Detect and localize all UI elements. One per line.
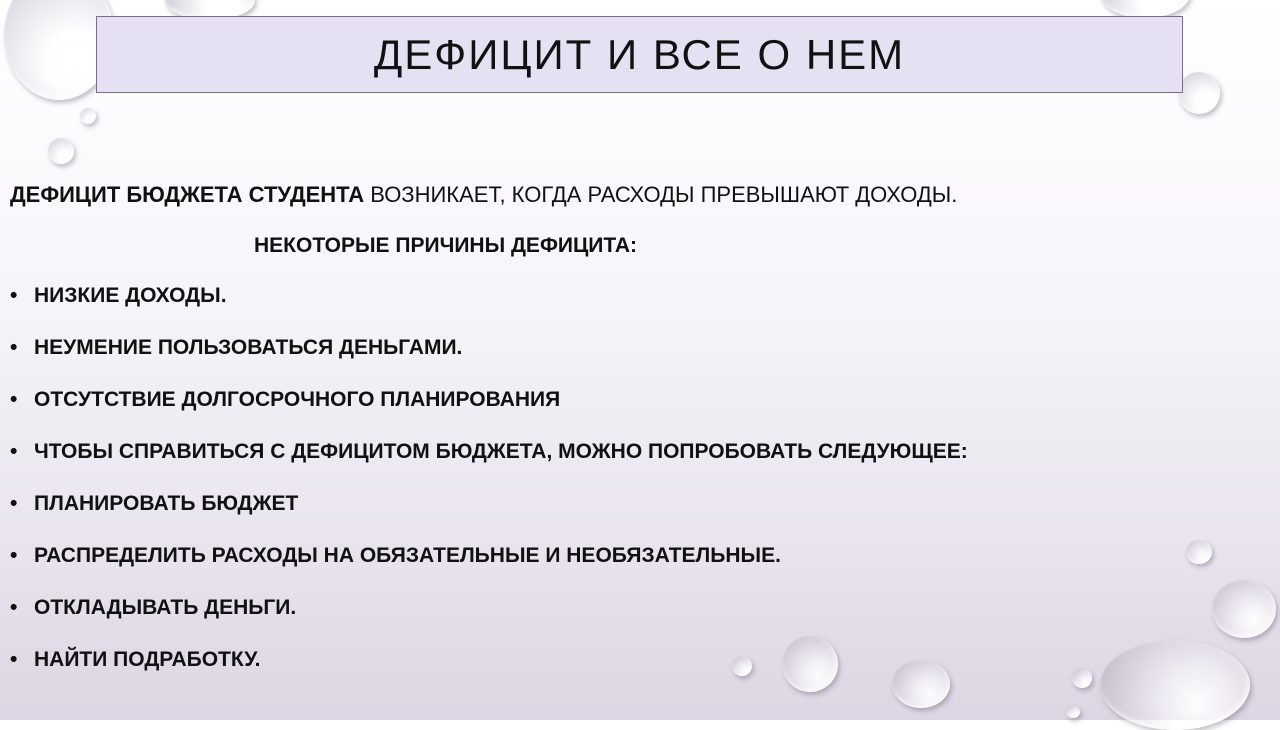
bullet-icon: •	[10, 492, 18, 515]
water-drop-decoration	[1100, 640, 1250, 730]
bullet-icon: •	[10, 336, 18, 359]
slide-title: ДЕФИЦИТ И ВСЕ О НЕМ	[373, 30, 906, 78]
bullet-icon: •	[10, 440, 18, 463]
list-item-text: ОТКЛАДЫВАТЬ ДЕНЬГИ.	[34, 596, 297, 619]
title-banner	[96, 16, 1183, 93]
bullet-icon: •	[10, 388, 18, 411]
intro-term: ДЕФИЦИТ БЮДЖЕТА СТУДЕНТА	[10, 182, 365, 207]
bullet-icon: •	[10, 284, 18, 307]
list-item	[10, 284, 968, 336]
list-item-text: НИЗКИЕ ДОХОДЫ.	[34, 284, 227, 307]
water-drop-decoration	[1072, 668, 1092, 688]
list-item-text: НЕУМЕНИЕ ПОЛЬЗОВАТЬСЯ ДЕНЬГАМИ.	[34, 336, 463, 359]
water-drop-decoration	[1186, 540, 1212, 564]
list-item-text: РАСПРЕДЕЛИТЬ РАСХОДЫ НА ОБЯЗАТЕЛЬНЫЕ И НЕОБЯЗАТЕЛЬНЫЕ.	[34, 544, 781, 567]
list-item	[10, 336, 968, 388]
list-item-text: ОТСУТСТВИЕ ДОЛГОСРОЧНОГО ПЛАНИРОВАНИЯ	[34, 388, 561, 411]
list-item-text: ЧТОБЫ СПРАВИТЬСЯ С ДЕФИЦИТОМ БЮДЖЕТА, МОЖНО ПОПРОБОВАТЬ СЛЕДУЮЩЕЕ:	[34, 440, 968, 463]
list-item	[10, 544, 968, 596]
causes-subheading: НЕКОТОРЫЕ ПРИЧИНЫ ДЕФИЦИТА:	[254, 234, 638, 257]
bullet-icon: •	[10, 544, 18, 567]
bullet-icon: •	[10, 648, 18, 671]
list-item	[10, 440, 968, 492]
intro-definition: ВОЗНИКАЕТ, КОГДА РАСХОДЫ ПРЕВЫШАЮТ ДОХОДЫ.	[364, 182, 958, 207]
list-item	[10, 492, 968, 544]
list-item	[10, 388, 968, 440]
water-drop-decoration	[1066, 706, 1080, 718]
list-item	[10, 596, 968, 648]
water-drop-decoration	[80, 108, 96, 124]
list-item-text: НАЙТИ ПОДРАБОТКУ.	[34, 648, 261, 671]
bullet-list	[10, 284, 968, 700]
bullet-icon: •	[10, 596, 18, 619]
water-drop-decoration	[1178, 72, 1220, 114]
water-drop-decoration	[1212, 580, 1276, 638]
list-item-text: ПЛАНИРОВАТЬ БЮДЖЕТ	[34, 492, 299, 515]
intro-statement	[10, 182, 957, 208]
list-item	[10, 648, 968, 700]
water-drop-decoration	[48, 138, 74, 164]
